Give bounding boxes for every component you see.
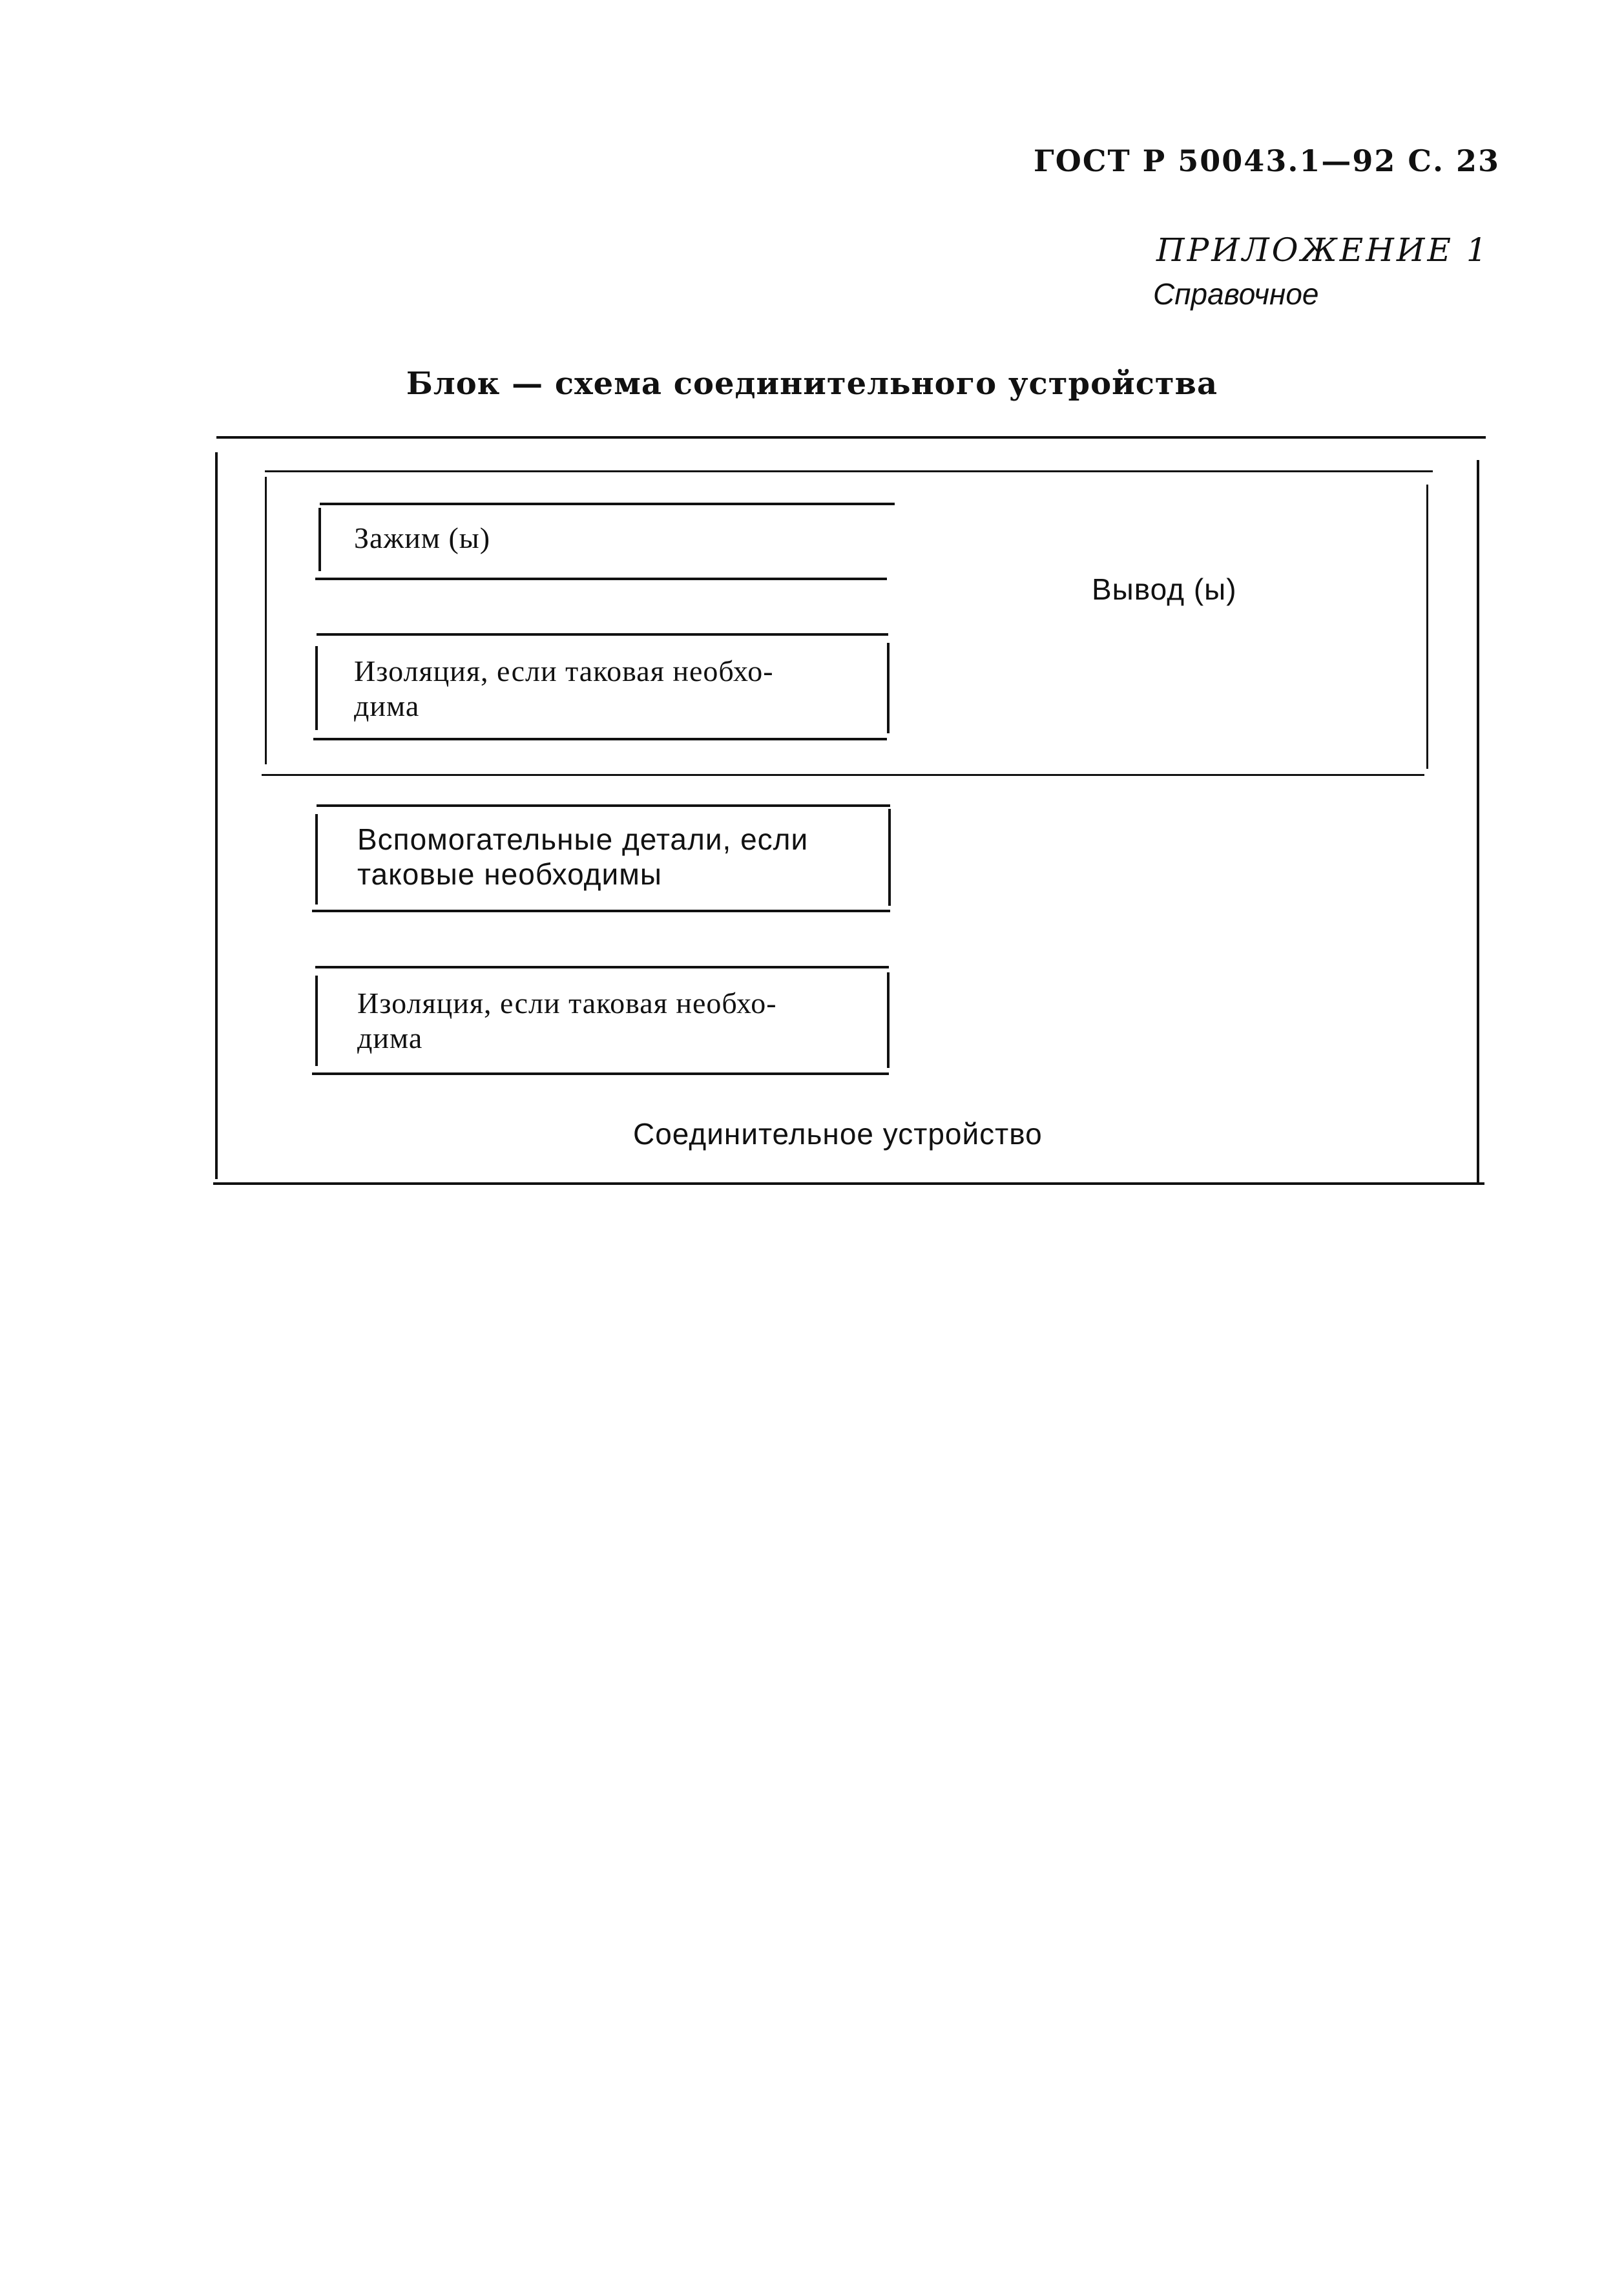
insulation-label	[357, 986, 777, 1056]
output-label: Вывод (ы)	[1092, 572, 1237, 606]
appendix-subtitle: Справочное	[1153, 277, 1319, 311]
connecting-device-label: Соединительное устройство	[633, 1117, 1043, 1151]
output-insulation-label	[354, 654, 774, 724]
auxiliary-parts-label	[357, 822, 808, 892]
appendix-title: ПРИЛОЖЕНИЕ 1	[1156, 231, 1490, 269]
document-header: ГОСТ Р 50043.1—92 С. 23	[1034, 143, 1501, 178]
auxiliary-parts-line-1: Вспомогательные детали, если	[357, 822, 809, 856]
insulation-line-2: дима	[357, 1021, 423, 1054]
output-insulation-line-2: дима	[354, 689, 420, 722]
diagram-title: Блок — схема соединительного устройства	[406, 366, 1218, 402]
terminal-label: Зажим (ы)	[354, 521, 491, 554]
insulation-line-1: Изоляция, если таковая необхо-	[357, 987, 777, 1020]
auxiliary-parts-line-2: таковые необходимы	[357, 857, 662, 891]
output-insulation-line-1: Изоляция, если таковая необхо-	[354, 654, 774, 687]
